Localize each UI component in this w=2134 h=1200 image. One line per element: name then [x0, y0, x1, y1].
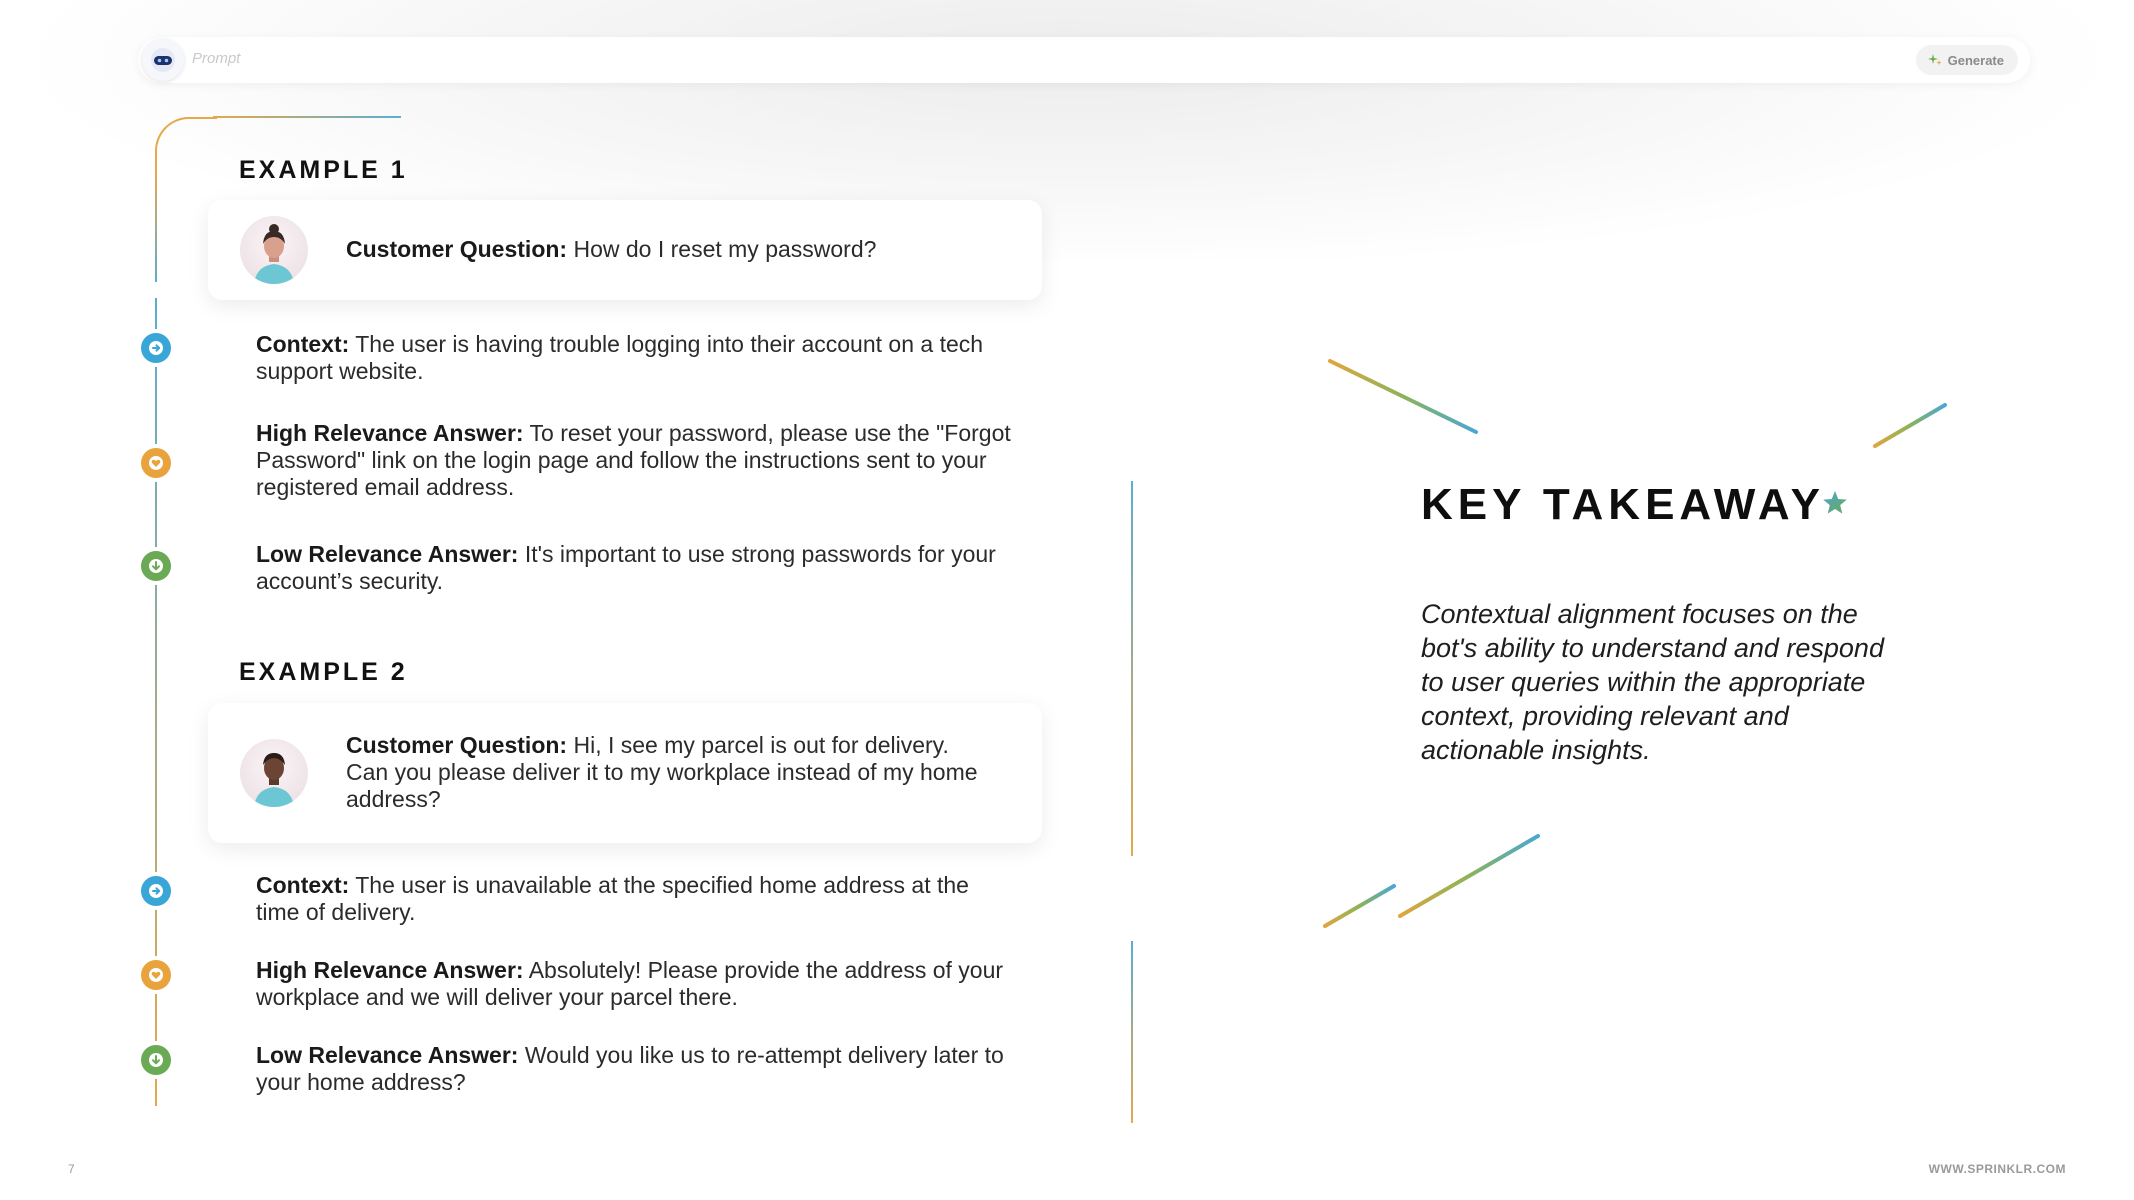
item-label: Context: — [256, 872, 350, 898]
example-1-heading: EXAMPLE 1 — [239, 156, 408, 184]
item-text: The user is unavailable at the specified home address at the time of delivery. — [256, 872, 969, 925]
page-number: 7 — [68, 1162, 75, 1176]
generate-label: Generate — [1947, 52, 2004, 68]
star-icon — [1822, 490, 1848, 516]
item-text: Would you like us to re-attempt delivery later to your home address? — [256, 1042, 1004, 1095]
question-label: Customer Question: — [346, 732, 568, 758]
question-label: Customer Question: — [346, 236, 568, 262]
item-label: Low Relevance Answer: — [256, 541, 519, 567]
item-text: It's important to use strong passwords for your account’s security. — [256, 541, 996, 594]
prompt-input[interactable]: Prompt — [192, 50, 241, 67]
item-label: High Relevance Answer: — [256, 957, 524, 983]
example-2-heading: EXAMPLE 2 — [239, 658, 408, 686]
item-label: Low Relevance Answer: — [256, 1042, 519, 1068]
site-url[interactable]: WWW.SPRINKLR.COM — [1928, 1162, 2066, 1176]
item-text: Absolutely! Please provide the address of your workplace and we will deliver your parcel there. — [256, 957, 1004, 1010]
item-label: High Relevance Answer: — [256, 420, 524, 446]
question-text: How do I reset my password? — [567, 236, 877, 262]
key-takeaway-title: KEY TAKEAWAY — [1421, 480, 1825, 529]
item-text: The user is having trouble logging into their account on a tech support website. — [256, 331, 984, 384]
question-text: Hi, I see my parcel is out for delivery. Can you please deliver it to my workplace instead of my home address? — [346, 732, 978, 812]
key-takeaway-body: Contextual alignment focuses on the bot's ability to understand and respond to user queries within the appropriate context, providing relevant and actionable insights. — [1421, 599, 1884, 765]
item-label: Context: — [256, 331, 350, 357]
item-text: To reset your password, please use the "Forgot Password" link on the login page and follow the instructions sent to your registered email address. — [256, 420, 1011, 500]
